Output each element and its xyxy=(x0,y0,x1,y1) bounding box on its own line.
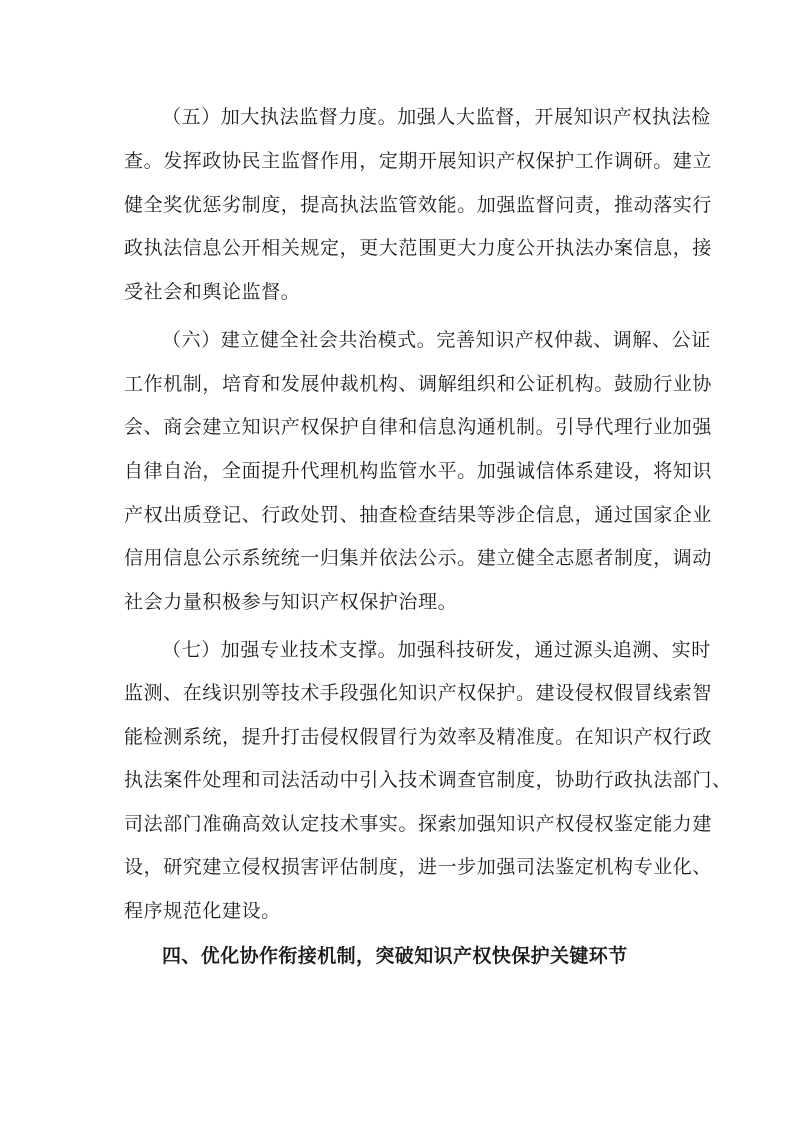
paragraph-5-line-5: 受社会和舆论监督。 xyxy=(124,281,301,303)
paragraph-5-line-2: 查。发挥政协民主监督作用，定期开展知识产权保护工作调研。建立 xyxy=(124,150,713,172)
paragraph-7-line-2: 监测、在线识别等技术手段强化知识产权保护。建设侵权假冒线索智 xyxy=(124,682,713,704)
paragraph-6-line-3: 会、商会建立知识产权保护自律和信息沟通机制。引导代理行业加强 xyxy=(124,416,713,438)
paragraph-6-line-1: （六）建立健全社会共治模式。完善知识产权仲裁、调解、公证 xyxy=(162,329,711,351)
paragraph-7-line-4: 执法案件处理和司法活动中引入技术调查官制度，协助行政执法部门、 xyxy=(124,769,732,791)
paragraph-7-line-6: 设，研究建立侵权损害评估制度，进一步加强司法鉴定机构专业化、 xyxy=(124,856,713,878)
paragraph-6-line-4: 自律自治，全面提升代理机构监管水平。加强诚信体系建设，将知识 xyxy=(124,460,713,482)
paragraph-6-line-2: 工作机制，培育和发展仲裁机构、调解组织和公证机构。鼓励行业协 xyxy=(124,373,713,395)
paragraph-7-line-1: （七）加强专业技术支撑。加强科技研发，通过源头追溯、实时 xyxy=(162,639,711,661)
paragraph-7-line-7: 程序规范化建设。 xyxy=(124,900,281,922)
paragraph-6-line-6: 信用信息公示系统统一归集并依法公示。建立健全志愿者制度，调动 xyxy=(124,547,713,569)
paragraph-7-line-5: 司法部门准确高效认定技术事实。探索加强知识产权侵权鉴定能力建 xyxy=(124,813,713,835)
section-heading: 四、优化协作衔接机制，突破知识产权快保护关键环节 xyxy=(162,945,628,967)
paragraph-6-line-5: 产权出质登记、行政处罚、抽查检查结果等涉企信息，通过国家企业 xyxy=(124,504,713,526)
paragraph-6-line-7: 社会力量积极参与知识产权保护治理。 xyxy=(124,591,458,613)
paragraph-5-line-3: 健全奖优惩劣制度，提高执法监管效能。加强监督问责，推动落实行 xyxy=(124,194,713,216)
paragraph-7-line-3: 能检测系统，提升打击侵权假冒行为效率及精准度。在知识产权行政 xyxy=(124,726,713,748)
paragraph-5-line-1: （五）加大执法监督力度。加强人大监督，开展知识产权执法检 xyxy=(162,106,711,128)
paragraph-5-line-4: 政执法信息公开相关规定，更大范围更大力度公开执法办案信息，接 xyxy=(124,237,713,259)
